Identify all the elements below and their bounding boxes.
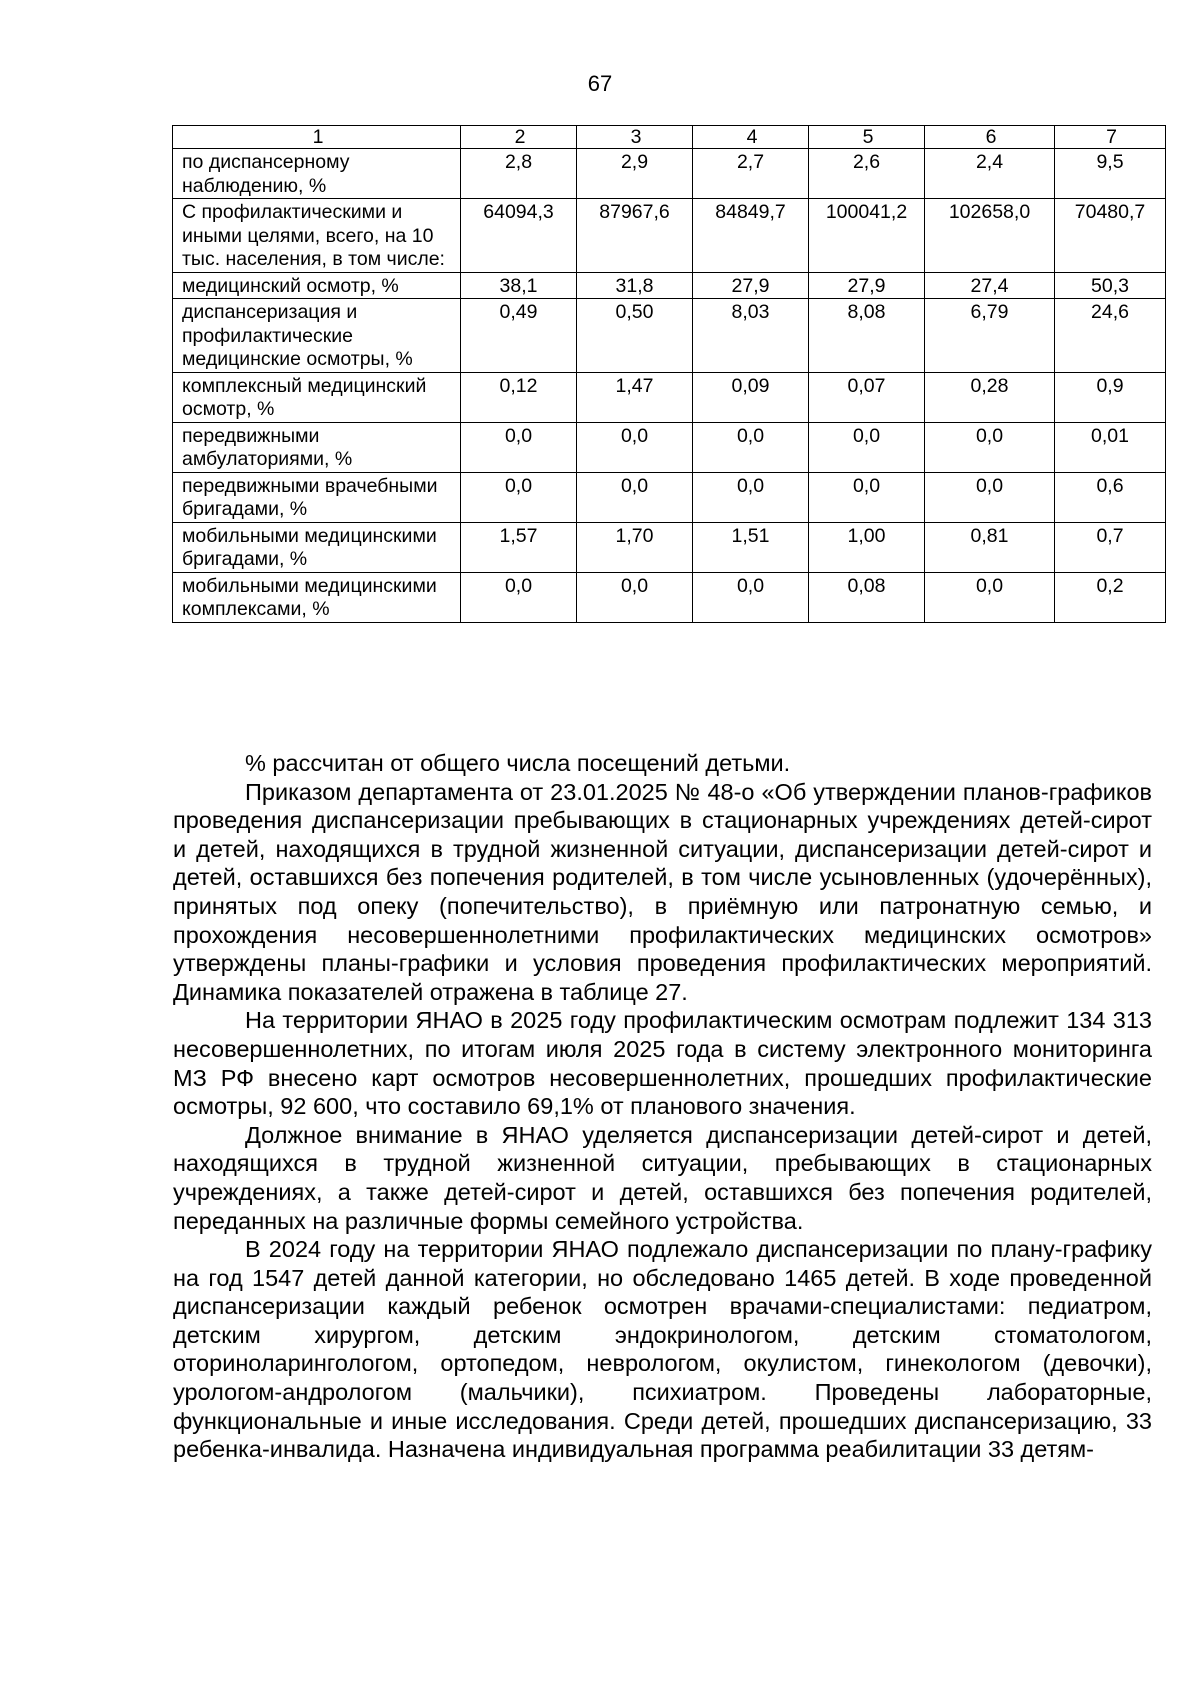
value-cell: 0,28 bbox=[925, 372, 1055, 422]
value-cell: 1,47 bbox=[577, 372, 693, 422]
row-label: по диспансерному наблюдению, % bbox=[173, 149, 461, 199]
value-cell: 1,00 bbox=[809, 522, 925, 572]
page-number: 67 bbox=[587, 71, 613, 96]
header-cell: 4 bbox=[693, 126, 809, 149]
value-cell: 0,0 bbox=[461, 422, 577, 472]
value-cell: 0,0 bbox=[461, 572, 577, 622]
value-cell: 2,8 bbox=[461, 149, 577, 199]
value-cell: 0,0 bbox=[461, 472, 577, 522]
value-cell: 0,0 bbox=[577, 422, 693, 472]
value-cell: 0,49 bbox=[461, 299, 577, 373]
header-cell: 6 bbox=[925, 126, 1055, 149]
value-cell: 0,09 bbox=[693, 372, 809, 422]
value-cell: 0,0 bbox=[809, 472, 925, 522]
paragraph: Должное внимание в ЯНАО уделяется диспансеризации детей-сирот и детей, находящихся в трудной жизненной ситуации, пребывающих в стационарных учреждениях, а также детей-сирот и детей, оставшихся без попечения родителей, переданных на различные формы семейного устройства. bbox=[173, 1121, 1152, 1234]
value-cell: 0,50 bbox=[577, 299, 693, 373]
paragraph: В 2024 году на территории ЯНАО подлежало диспансеризации по плану-графику на год 1547 детей данной категории, но обследовано 1465 детей. В ходе проведенной диспансеризации каждый ребенок осмотрен врачами-специалистами: педиатром, детским хирургом, детским эндокринологом, детским стоматологом, оториноларингологом, ортопедом, неврологом, окулистом, гинекологом (девочки), урологом-андрологом (мальчики), психиатром. Проведены лабораторные, функциональные и иные исследования. Среди детей, прошедших диспансеризацию, 33 ребенка-инвалида. Назначена индивидуальная программа реабилитации 33 детям- bbox=[173, 1236, 1152, 1463]
row-label: передвижными врачебными бригадами, % bbox=[173, 472, 461, 522]
value-cell: 1,70 bbox=[577, 522, 693, 572]
paragraph: На территории ЯНАО в 2025 году профилактическим осмотрам подлежит 134 313 несовершеннолетних, по итогам июля 2025 года в систему электронного мониторинга МЗ РФ внесено карт осмотров несовершеннолетних, прошедших профилактические осмотры, 92 600, что составило 69,1% от планового значения. bbox=[173, 1007, 1152, 1120]
table-row bbox=[173, 522, 1166, 572]
value-cell: 2,7 bbox=[693, 149, 809, 199]
value-cell: 70480,7 bbox=[1055, 199, 1166, 273]
header-cell: 3 bbox=[577, 126, 693, 149]
value-cell: 27,9 bbox=[693, 272, 809, 299]
value-cell: 27,9 bbox=[809, 272, 925, 299]
value-cell: 2,9 bbox=[577, 149, 693, 199]
table-row bbox=[173, 372, 1166, 422]
header-cell: 1 bbox=[173, 126, 461, 149]
value-cell: 9,5 bbox=[1055, 149, 1166, 199]
value-cell: 0,0 bbox=[577, 572, 693, 622]
value-cell: 0,0 bbox=[693, 572, 809, 622]
table-row bbox=[173, 472, 1166, 522]
value-cell: 0,9 bbox=[1055, 372, 1166, 422]
value-cell: 0,0 bbox=[925, 472, 1055, 522]
value-cell: 0,0 bbox=[577, 472, 693, 522]
value-cell: 100041,2 bbox=[809, 199, 925, 273]
value-cell: 0,6 bbox=[1055, 472, 1166, 522]
table-row bbox=[173, 272, 1166, 299]
row-label: передвижными амбулаториями, % bbox=[173, 422, 461, 472]
paragraph: Приказом департамента от 23.01.2025 № 48-о «Об утверждении планов-графиков проведения диспансеризации пребывающих в стационарных учреждениях детей-сирот и детей, находящихся в трудной жизненной ситуации, диспансеризации детей-сирот и детей, оставшихся без попечения родителей, в том числе усыновленных (удочерённых), принятых под опеку (попечительство), в приёмную или патронатную семью, и прохождения несовершеннолетними профилактических медицинских осмотров» утверждены планы-графики и условия проведения профилактических мероприятий. Динамика показателей отражена в таблице 27. bbox=[173, 778, 1152, 1005]
row-label: мобильными медицинскими бригадами, % bbox=[173, 522, 461, 572]
value-cell: 0,07 bbox=[809, 372, 925, 422]
value-cell: 1,51 bbox=[693, 522, 809, 572]
value-cell: 8,03 bbox=[693, 299, 809, 373]
value-cell: 0,0 bbox=[693, 472, 809, 522]
value-cell: 0,0 bbox=[693, 422, 809, 472]
value-cell: 0,7 bbox=[1055, 522, 1166, 572]
table-header-row bbox=[173, 126, 1166, 149]
value-cell: 2,6 bbox=[809, 149, 925, 199]
value-cell: 38,1 bbox=[461, 272, 577, 299]
value-cell: 0,0 bbox=[809, 422, 925, 472]
header-cell: 7 bbox=[1055, 126, 1166, 149]
header-cell: 2 bbox=[461, 126, 577, 149]
value-cell: 8,08 bbox=[809, 299, 925, 373]
row-label: С профилактическими и иными целями, всего, на 10 тыс. населения, в том числе: bbox=[173, 199, 461, 273]
header-cell: 5 bbox=[809, 126, 925, 149]
body-text bbox=[173, 749, 1152, 1464]
value-cell: 0,12 bbox=[461, 372, 577, 422]
table-row bbox=[173, 422, 1166, 472]
row-label: комплексный медицинский осмотр, % bbox=[173, 372, 461, 422]
table-row bbox=[173, 199, 1166, 273]
value-cell: 102658,0 bbox=[925, 199, 1055, 273]
paragraph: % рассчитан от общего числа посещений детьми. bbox=[245, 750, 791, 776]
value-cell: 0,01 bbox=[1055, 422, 1166, 472]
table-row bbox=[173, 149, 1166, 199]
value-cell: 0,2 bbox=[1055, 572, 1166, 622]
table-row bbox=[173, 572, 1166, 622]
value-cell: 6,79 bbox=[925, 299, 1055, 373]
table-row bbox=[173, 299, 1166, 373]
value-cell: 64094,3 bbox=[461, 199, 577, 273]
value-cell: 0,08 bbox=[809, 572, 925, 622]
statistics-table bbox=[172, 125, 1166, 623]
value-cell: 1,57 bbox=[461, 522, 577, 572]
value-cell: 0,0 bbox=[925, 572, 1055, 622]
value-cell: 31,8 bbox=[577, 272, 693, 299]
value-cell: 0,0 bbox=[925, 422, 1055, 472]
value-cell: 87967,6 bbox=[577, 199, 693, 273]
row-label: диспансеризация и профилактические медицинские осмотры, % bbox=[173, 299, 461, 373]
value-cell: 27,4 bbox=[925, 272, 1055, 299]
row-label: мобильными медицинскими комплексами, % bbox=[173, 572, 461, 622]
value-cell: 2,4 bbox=[925, 149, 1055, 199]
value-cell: 24,6 bbox=[1055, 299, 1166, 373]
value-cell: 84849,7 bbox=[693, 199, 809, 273]
value-cell: 0,81 bbox=[925, 522, 1055, 572]
value-cell: 50,3 bbox=[1055, 272, 1166, 299]
row-label: медицинский осмотр, % bbox=[173, 272, 461, 299]
